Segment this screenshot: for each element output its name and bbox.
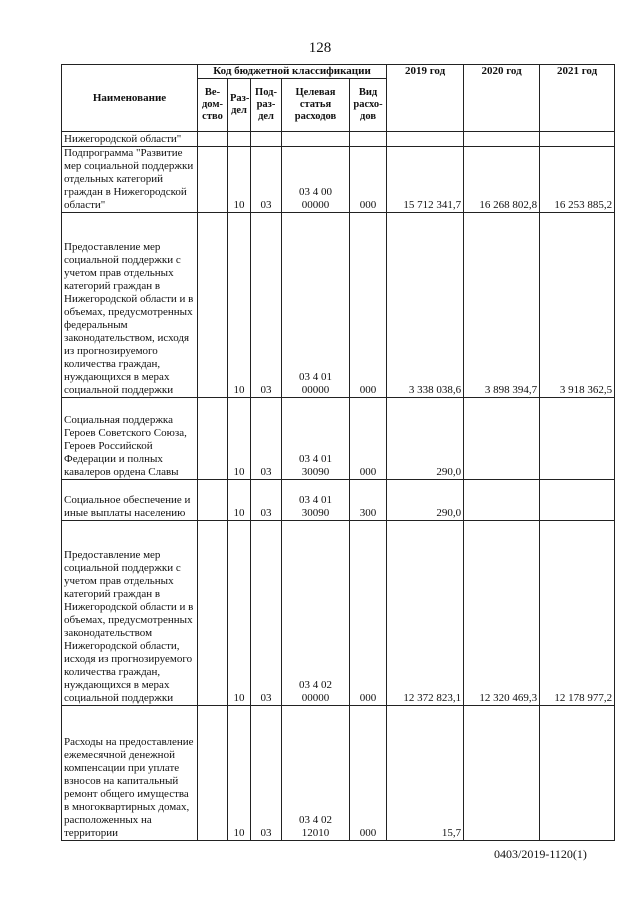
vedomstvo-cell xyxy=(198,147,228,213)
row-name-cell: Социальное обеспечение и иные выплаты населению xyxy=(62,480,198,521)
target-cell: 03 4 02 00000 xyxy=(282,521,350,706)
row-name-cell: Предоставление мер социальной поддержки с учетом прав отдельных категорий граждан в Нижегородской области и в объемах, предусмотренных федеральным законодательством, исходя из прогнозируемого количества граждан, нуждающихся в мерах социальной поддержки xyxy=(62,213,198,398)
razdel-cell: 10 xyxy=(228,398,251,480)
podrazdel-cell: 03 xyxy=(251,706,282,841)
value-2020-cell xyxy=(464,398,540,480)
vedomstvo-cell xyxy=(198,132,228,147)
value-2019-cell: 15 712 341,7 xyxy=(387,147,464,213)
value-2020-cell: 16 268 802,8 xyxy=(464,147,540,213)
table-row xyxy=(62,521,615,706)
table-row xyxy=(62,398,615,480)
row-name-cell: Предоставление мер социальной поддержки с учетом прав отдельных категорий граждан в Нижегородской области и в объемах, предусмотренных законодательством Нижегородской области, исходя из прогнозируемого количества граждан, нуждающихся в мерах социальной поддержки xyxy=(62,521,198,706)
value-2019-cell: 290,0 xyxy=(387,398,464,480)
razdel-cell: 10 xyxy=(228,706,251,841)
target-cell: 03 4 01 30090 xyxy=(282,398,350,480)
page-number: 128 xyxy=(308,40,332,56)
header-2021: 2021 год xyxy=(540,65,615,132)
vid-cell: 000 xyxy=(350,147,387,213)
header-2019: 2019 год xyxy=(387,65,464,132)
vedomstvo-cell xyxy=(198,213,228,398)
value-2020-cell: 3 898 394,7 xyxy=(464,213,540,398)
target-cell: 03 4 01 00000 xyxy=(282,213,350,398)
value-2021-cell xyxy=(540,132,615,147)
table-body xyxy=(62,132,615,841)
razdel-cell: 10 xyxy=(228,213,251,398)
document-code: 0403/2019-1120(1) xyxy=(494,847,587,861)
vid-cell: 000 xyxy=(350,521,387,706)
header-podrazdel: Под-раз-дел xyxy=(251,79,282,132)
header-vid: Вид расхо-дов xyxy=(350,79,387,132)
header-code-group: Код бюджетной классификации xyxy=(198,65,387,79)
value-2020-cell xyxy=(464,706,540,841)
razdel-cell: 10 xyxy=(228,480,251,521)
value-2019-cell: 290,0 xyxy=(387,480,464,521)
header-vedomstvo: Ве-дом-ство xyxy=(198,79,228,132)
table-row xyxy=(62,132,615,147)
row-name-cell: Нижегородской области" xyxy=(62,132,198,147)
podrazdel-cell: 03 xyxy=(251,521,282,706)
target-cell: 03 4 00 00000 xyxy=(282,147,350,213)
razdel-cell: 10 xyxy=(228,521,251,706)
podrazdel-cell: 03 xyxy=(251,147,282,213)
value-2021-cell xyxy=(540,480,615,521)
vid-cell xyxy=(350,132,387,147)
target-cell xyxy=(282,132,350,147)
target-cell: 03 4 02 12010 xyxy=(282,706,350,841)
vid-cell: 000 xyxy=(350,213,387,398)
vedomstvo-cell xyxy=(198,398,228,480)
vedomstvo-cell xyxy=(198,706,228,841)
value-2021-cell xyxy=(540,706,615,841)
vid-cell: 000 xyxy=(350,398,387,480)
vid-cell: 300 xyxy=(350,480,387,521)
row-name-cell: Социальная поддержка Героев Советского Союза, Героев Российской Федерации и полных кавалеров ордена Славы xyxy=(62,398,198,480)
vid-cell: 000 xyxy=(350,706,387,841)
value-2021-cell: 12 178 977,2 xyxy=(540,521,615,706)
row-name-cell: Подпрограмма "Развитие мер социальной поддержки отдельных категорий граждан в Нижегородской области" xyxy=(62,147,198,213)
value-2020-cell: 12 320 469,3 xyxy=(464,521,540,706)
table-row xyxy=(62,480,615,521)
value-2020-cell xyxy=(464,480,540,521)
podrazdel-cell: 03 xyxy=(251,213,282,398)
vedomstvo-cell xyxy=(198,521,228,706)
razdel-cell xyxy=(228,132,251,147)
table-row xyxy=(62,706,615,841)
value-2019-cell: 15,7 xyxy=(387,706,464,841)
row-name-cell: Расходы на предоставление ежемесячной денежной компенсации при уплате взносов на капитальный ремонт общего имущества в многоквартирных домах, расположенных на территории xyxy=(62,706,198,841)
value-2019-cell: 12 372 823,1 xyxy=(387,521,464,706)
vedomstvo-cell xyxy=(198,480,228,521)
table-row xyxy=(62,213,615,398)
header-target: Целевая статья расходов xyxy=(282,79,350,132)
header-name: Наименование xyxy=(62,65,198,132)
podrazdel-cell xyxy=(251,132,282,147)
razdel-cell: 10 xyxy=(228,147,251,213)
header-razdel: Раз-дел xyxy=(228,79,251,132)
podrazdel-cell: 03 xyxy=(251,398,282,480)
budget-table xyxy=(61,64,615,841)
value-2019-cell xyxy=(387,132,464,147)
value-2021-cell: 16 253 885,2 xyxy=(540,147,615,213)
table-row xyxy=(62,147,615,213)
value-2021-cell: 3 918 362,5 xyxy=(540,213,615,398)
value-2021-cell xyxy=(540,398,615,480)
value-2020-cell xyxy=(464,132,540,147)
podrazdel-cell: 03 xyxy=(251,480,282,521)
value-2019-cell: 3 338 038,6 xyxy=(387,213,464,398)
target-cell: 03 4 01 30090 xyxy=(282,480,350,521)
header-2020: 2020 год xyxy=(464,65,540,132)
